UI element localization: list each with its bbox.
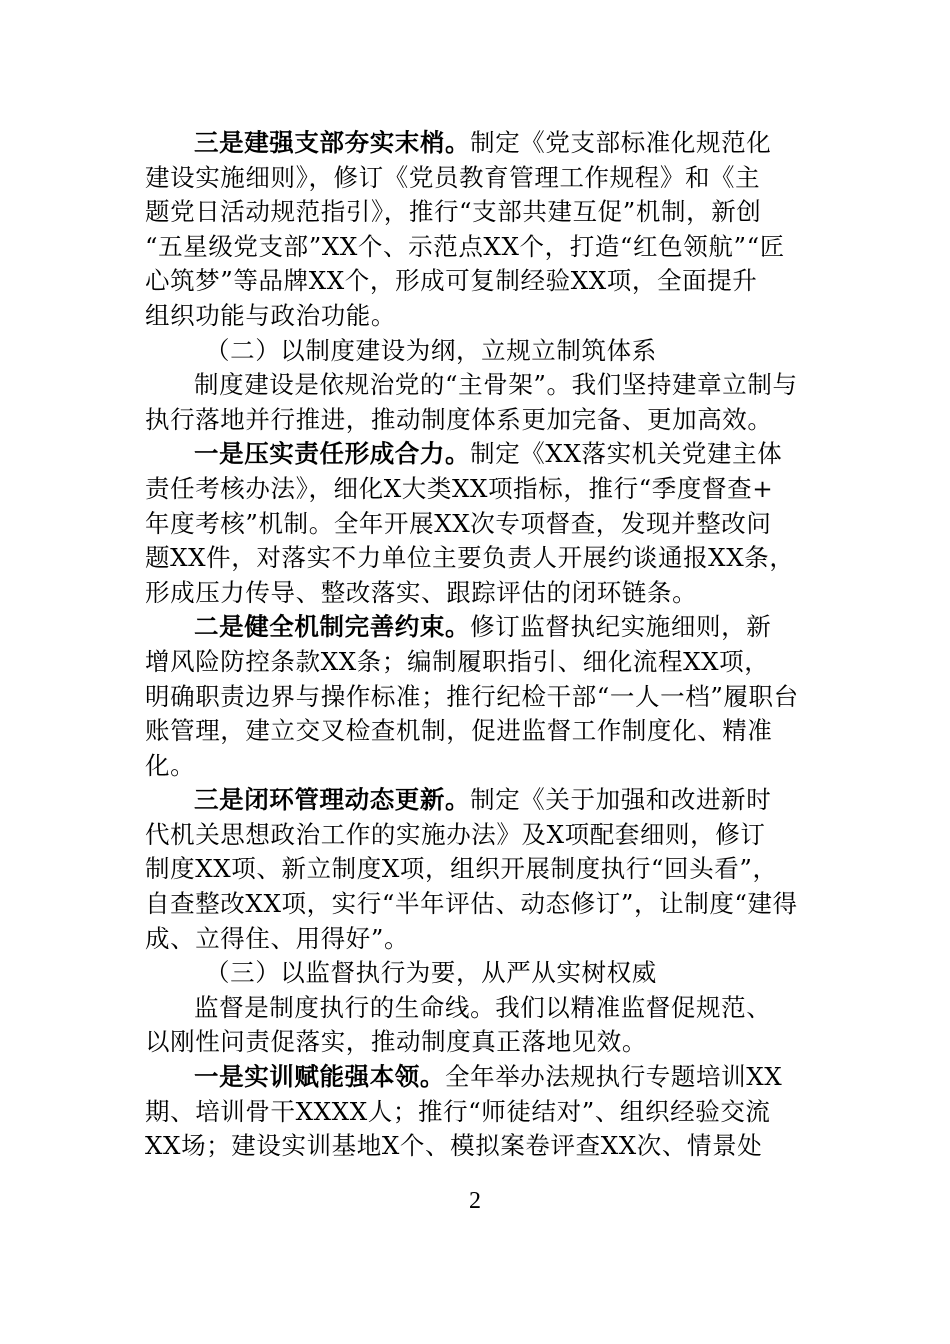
text-line: 一是实训赋能强本领。全年举办法规执行专题培训XX bbox=[194, 1062, 783, 1092]
text-line: 年度考核”机制。全年开展XX次专项督查，发现并整改问 bbox=[145, 508, 772, 538]
section-heading-2 bbox=[145, 334, 810, 369]
text-line: 一是压实责任形成合力。制定《XX落实机关党建主体 bbox=[194, 439, 783, 469]
text-line: 三是闭环管理动态更新。制定《关于加强和改进新时 bbox=[194, 785, 772, 815]
text-line: 代机关思想政治工作的实施办法》及X项配套细则，修订 bbox=[145, 819, 766, 849]
text-line: 增风险防控条款XX条；编制履职指引、细化流程XX项， bbox=[145, 646, 770, 676]
paragraph-lead: 一是实训赋能强本领。 bbox=[194, 1062, 445, 1092]
text-line: 化。 bbox=[145, 750, 196, 780]
text-line: 二是健全机制完善约束。修订监督执纪实施细则，新 bbox=[194, 612, 772, 642]
text-line: 监督是制度执行的生命线。我们以精准监督促规范、 bbox=[194, 992, 772, 1022]
text-line: 题党日活动规范指引》，推行“支部共建互促”机制，新创 bbox=[145, 197, 762, 227]
paragraph-lead: 三是闭环管理动态更新。 bbox=[194, 785, 471, 815]
page-number: 2 bbox=[469, 1188, 481, 1214]
text-line: 组织功能与政治功能。 bbox=[145, 300, 396, 330]
text-line: 制度XX项、新立制度X项，组织开展制度执行“回头看”， bbox=[145, 854, 778, 884]
text-line: 制度建设是依规治党的“主骨架”。我们坚持建章立制与 bbox=[194, 370, 798, 400]
text-line: 执行落地并行推进，推动制度体系更加完备、更加高效。 bbox=[145, 404, 773, 434]
paragraph-supervision-intro bbox=[145, 991, 810, 1060]
text-line: 形成压力传导、整改落实、跟踪评估的闭环链条。 bbox=[145, 577, 698, 607]
paragraph-system-intro bbox=[145, 368, 810, 437]
text-line: 责任考核办法》，细化X大类XX项指标，推行“季度督查+ bbox=[145, 473, 774, 503]
paragraph-responsibility bbox=[145, 437, 810, 610]
paragraph-closed-loop bbox=[145, 783, 810, 956]
text-line: 建设实施细则》，修订《党员教育管理工作规程》和《主 bbox=[145, 162, 761, 192]
text-line: 成、立得住、用得好”。 bbox=[145, 923, 410, 953]
paragraph-training bbox=[145, 1060, 810, 1164]
document-body bbox=[145, 126, 810, 1164]
paragraph-branch-strengthening bbox=[145, 126, 810, 334]
text-line: 以刚性问责促落实，推动制度真正落地见效。 bbox=[145, 1027, 647, 1057]
paragraph-lead: 一是压实责任形成合力。 bbox=[194, 439, 471, 469]
text-line: 明确职责边界与操作标准；推行纪检干部“一人一档”履职台 bbox=[145, 681, 799, 711]
text-line: 心筑梦”等品牌XX个，形成可复制经验XX项，全面提升 bbox=[145, 266, 758, 296]
text-line: XX场；建设实训基地X个、模拟案卷评查XX次、情景处 bbox=[145, 1131, 763, 1161]
text-line: 自查整改XX项，实行“半年评估、动态修订”，让制度“建得 bbox=[145, 889, 798, 919]
text-line: 题XX件，对落实不力单位主要负责人开展约谈通报XX条， bbox=[145, 543, 795, 573]
paragraph-mechanism bbox=[145, 610, 810, 783]
heading-text: （三）以监督执行为要，从严从实树权威 bbox=[205, 958, 657, 988]
heading-text: （二）以制度建设为纲，立规立制筑体系 bbox=[205, 335, 657, 365]
paragraph-lead: 二是健全机制完善约束。 bbox=[194, 612, 471, 642]
text-line: “五星级党支部”XX个、示范点XX个，打造“红色领航”“匠 bbox=[145, 231, 785, 261]
text-line: 期、培训骨干XXXX人；推行“师徒结对”、组织经验交流 bbox=[145, 1096, 771, 1126]
section-heading-3 bbox=[145, 956, 810, 991]
text-line: 三是建强支部夯实末梢。制定《党支部标准化规范化 bbox=[194, 128, 772, 157]
text-line: 账管理，建立交叉检查机制，促进监督工作制度化、精准 bbox=[145, 716, 773, 746]
paragraph-lead: 三是建强支部夯实末梢。 bbox=[194, 128, 471, 157]
